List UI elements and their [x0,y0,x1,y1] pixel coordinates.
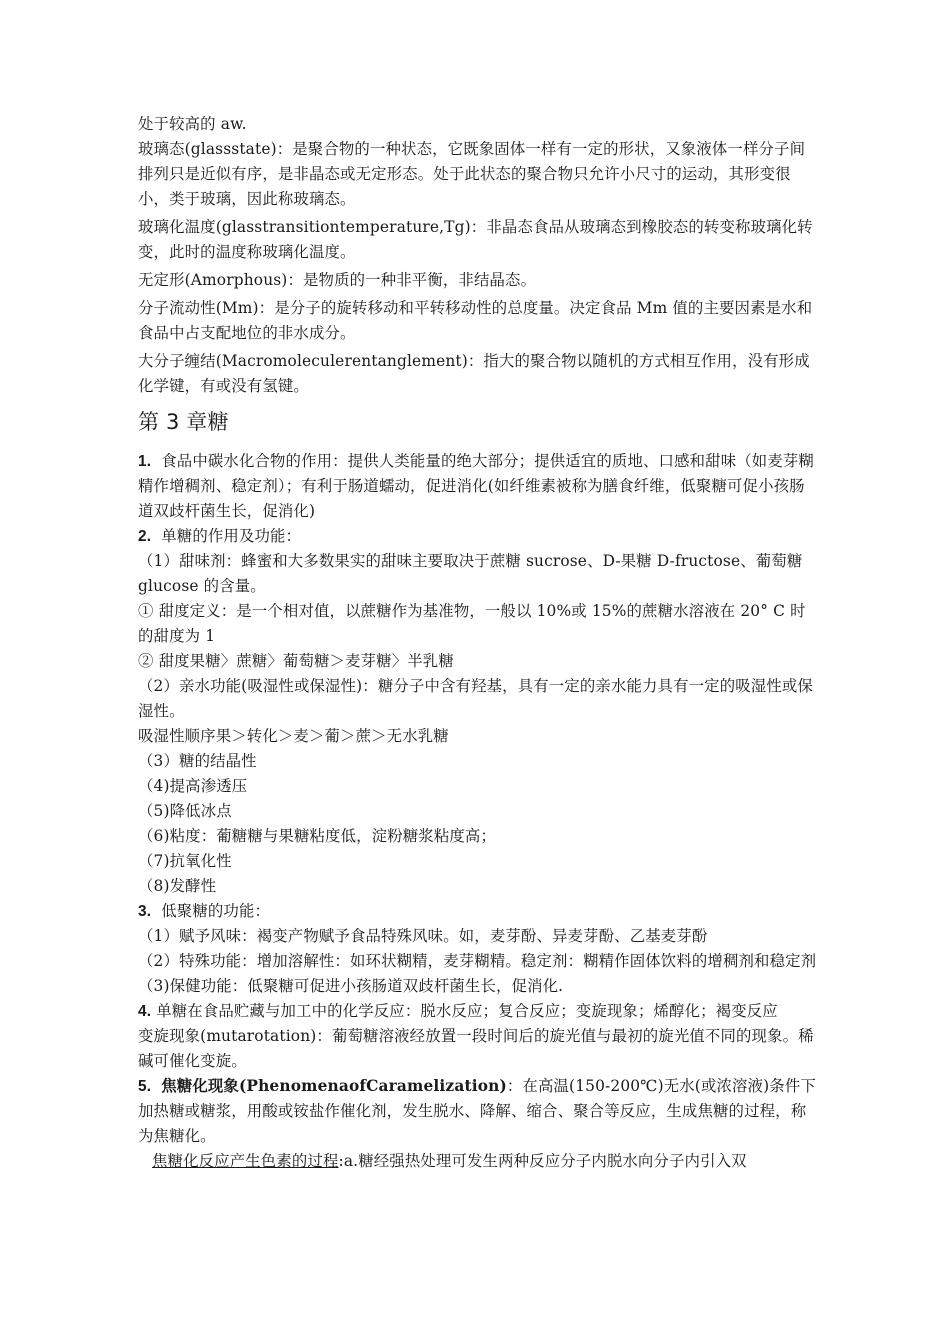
list-item: （5)降低冰点 [138,802,232,820]
glass-transition-definition: 玻璃化温度(glasstransitiontemperature,Tg)：非晶态食品从玻璃态到橡胶态的转变称玻璃化转变，此时的温度称玻璃化温度。 [138,218,813,261]
section-text: 单糖在食品贮藏与加工中的化学反应：脱水反应；复合反应；变旋现象；烯醇化；褐变反应 [156,1002,778,1020]
section-number: 5. [138,1078,152,1095]
list-item: ② 甜度果糖〉蔗糖〉葡萄糖＞麦芽糖〉半乳糖 [138,652,454,670]
macromolecule-entanglement-definition: 大分子缠结(Macromoleculerentanglement)：指大的聚合物以随机的方式相互作用，没有形成化学键，有或没有氢键。 [138,352,810,395]
section-1 [138,449,818,524]
caramelization-term: 焦糖化现象(PhenomenaofCaramelization) [161,1077,507,1095]
glass-state-definition: 玻璃态(glassstate)：是聚合物的一种状态，它既象固体一样有一定的形状，又象液体一样分子间排列只是近似有序，是非晶态或无定形态。处于此状态的聚合物只允许小尺寸的运动，其形变很小，类于玻璃，因此称玻璃态。 [138,140,806,208]
section-number: 4. [138,1003,152,1020]
list-item: ① 甜度定义：是一个相对值，以蔗糖作为基准物，一般以 10%或 15%的蔗糖水溶液在 20° C 时的甜度为 1 [138,602,806,645]
section-3 [138,899,818,924]
process-text: :a.糖经强热处理可发生两种反应分子内脱水向分子内引入双 [338,1152,747,1170]
caramel-pigment-process [138,1149,818,1174]
molecular-mobility-definition: 分子流动性(Mm)：是分子的旋转移动和平转移动性的总度量。决定食品 Mm 值的主要因素是水和食品中占支配地位的非水成分。 [138,299,813,342]
mutarotation-definition: 变旋现象(mutarotation)：葡萄糖溶液经放置一段时间后的旋光值与最初的旋光值不同的现象。稀碱可催化变旋。 [138,1027,814,1070]
list-item: 吸湿性顺序果＞转化＞麦＞葡＞蔗＞无水乳糖 [138,727,449,745]
list-item: （1）赋予风味：褐变产物赋予食品特殊风味。如，麦芽酚、异麦芽酚、乙基麦芽酚 [138,927,708,945]
list-item: （4)提高渗透压 [138,777,248,795]
list-item: （6)粘度：葡糖糖与果糖粘度低，淀粉糖浆粘度高； [138,827,496,845]
section-4 [138,999,818,1024]
list-item: （3)保健功能：低聚糖可促进小孩肠道双歧杆菌生长，促消化. [138,977,564,995]
section-2 [138,524,818,549]
list-item: （2）特殊功能：增加溶解性：如环状糊精，麦芽糊精。稳定剂：糊精作固体饮料的增稠剂和稳定剂 [138,952,817,970]
section-text: 低聚糖的功能： [161,902,271,920]
list-item: （3）糖的结晶性 [138,752,257,770]
list-item: （2）亲水功能(吸湿性或保湿性)：糖分子中含有羟基，具有一定的亲水能力具有一定的吸湿性或保湿性。 [138,677,813,720]
list-item: （7)抗氧化性 [138,852,232,870]
chapter-heading: 第 3 章糖 [138,410,229,434]
section-text: ：在高温(150-200℃)无水(或浓溶液)条件下加热糖或糖浆，用酸或铵盐作催化剂，发生脱水、降解、缩合、聚合等反应，生成焦糖的过程，称为焦糖化。 [138,1077,816,1145]
section-number: 3. [138,903,152,920]
text-line: 处于较高的 aw. [138,115,247,133]
list-item: （1）甜味剂：蜂蜜和大多数果实的甜味主要取决于蔗糖 sucrose、D-果糖 D-fructose、葡萄糖 glucose 的含量。 [138,552,803,595]
section-number: 1. [138,453,152,470]
section-text: 单糖的作用及功能： [161,527,302,545]
section-5 [138,1074,818,1149]
underlined-term: 焦糖化反应产生色素的过程 [152,1152,339,1170]
amorphous-definition: 无定形(Amorphous)：是物质的一种非平衡，非结晶态。 [138,271,537,289]
section-number: 2. [138,528,152,545]
document-page [138,112,818,1174]
list-item: （8)发酵性 [138,877,217,895]
section-text: 食品中碳水化合物的作用：提供人类能量的绝大部分；提供适宜的质地、口感和甜味（如麦芽糊精作增稠剂、稳定剂）；有利于肠道蠕动，促进消化(如纤维素被称为膳食纤维，低聚糖可促小孩肠道双歧杆菌生长，促消化) [138,452,814,520]
